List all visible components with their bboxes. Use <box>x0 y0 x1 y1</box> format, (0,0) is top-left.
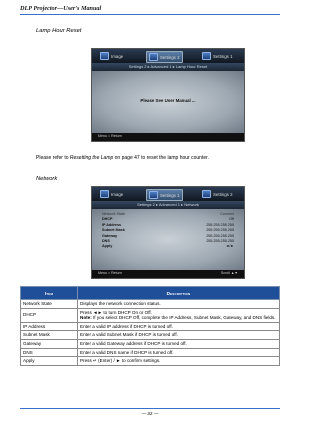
osd-tab-bar <box>92 49 244 63</box>
network-settings-table <box>20 286 280 366</box>
network-state-label: Network State <box>102 212 126 216</box>
osd-footer-left: Menu = Return <box>98 271 122 275</box>
table-row <box>21 300 280 309</box>
row-value: 255.255.255.255 <box>206 228 234 233</box>
table-row <box>21 348 280 357</box>
tab-label: Settings 2 <box>213 191 233 197</box>
tab-settings-1[interactable] <box>202 51 233 61</box>
description-cell <box>78 308 280 322</box>
description-cell: Enter a valid IP address if DHCP is turned off. <box>78 322 280 331</box>
tab-label: Image <box>111 191 124 197</box>
column-header-item: Item <box>21 287 78 300</box>
table-row <box>21 322 280 331</box>
settings-icon <box>202 190 211 198</box>
settings-icon <box>202 52 211 60</box>
description-cell: Enter a valid DNS name if DHCP is turned off. <box>78 348 280 357</box>
page-number: — 32 — <box>141 411 159 416</box>
item-cell: DNS <box>21 348 78 357</box>
tab-settings-2[interactable] <box>146 51 183 63</box>
settings-icon <box>149 191 158 199</box>
tab-settings-2[interactable] <box>202 189 233 199</box>
tab-label: Settings 2 <box>160 54 180 60</box>
note-prefix: Please refer to <box>36 155 70 161</box>
description-cell: Enter a valid Gateway address if DHCP is turned off. <box>78 339 280 348</box>
item-cell: Gateway <box>21 339 78 348</box>
item-cell: Network State <box>21 300 78 309</box>
osd-breadcrumb: Settings 2 ▸ Advanced 1 ▸ Network <box>92 201 244 209</box>
row-label: Subnet Mask <box>102 228 125 233</box>
tab-label: Settings 1 <box>213 53 233 59</box>
row-value: 255.255.255.255 <box>206 222 234 227</box>
description-cell: Press ↵ (Enter) / ► to confirm settings. <box>78 357 280 366</box>
osd-body <box>92 209 244 270</box>
manual-header-title: DLP Projector—User's Manual <box>20 5 102 12</box>
network-osd-screen <box>91 186 245 279</box>
settings-icon <box>149 53 158 61</box>
apply-row[interactable] <box>92 244 244 249</box>
row-value: ◄/► <box>225 244 234 249</box>
image-icon <box>100 52 109 60</box>
osd-footer-left: Menu = Return <box>98 134 122 138</box>
table-row <box>21 339 280 348</box>
tab-image[interactable] <box>100 189 123 199</box>
description-text: Press ◄► to turn DHCP On or Off. <box>80 309 152 315</box>
note-suffix: on page 47 to reset the lamp hour counter. <box>113 155 209 161</box>
row-value: Off <box>229 217 234 222</box>
osd-breadcrumb: Settings 2 ▸ Advanced 1 ▸ Lamp Hour Reset <box>92 63 244 71</box>
item-cell: Subnet Mask <box>21 331 78 340</box>
item-cell: Apply <box>21 357 78 366</box>
row-value: 255.255.255.255 <box>206 233 234 238</box>
row-label: DHCP <box>102 217 113 222</box>
description-cell: Displays the network connection status. <box>78 300 280 309</box>
network-heading: Network <box>36 176 58 182</box>
description-cell: Enter a valid Subnet Mask if DHCP is turned off. <box>78 331 280 340</box>
osd-footer <box>92 270 244 277</box>
image-icon <box>100 190 109 198</box>
item-cell: DHCP <box>21 308 78 322</box>
lamp-reset-osd-screen <box>91 48 245 142</box>
tab-label: Settings 1 <box>160 192 180 198</box>
lamp-reset-note <box>36 155 209 161</box>
column-header-description: Description <box>78 287 280 300</box>
footer-rule <box>20 408 280 409</box>
note-reference: Resetting the Lamp <box>69 155 114 161</box>
network-state-value: Connect <box>220 212 234 216</box>
osd-body <box>92 71 244 133</box>
row-label: Apply <box>102 244 113 249</box>
lamp-hour-reset-heading: Lamp Hour Reset <box>36 28 82 34</box>
table-row <box>21 308 280 322</box>
header-rule <box>20 14 280 15</box>
osd-footer-right: Scroll ▲▼ <box>220 271 238 275</box>
tab-settings-1[interactable] <box>146 189 183 201</box>
osd-footer <box>92 133 244 140</box>
row-label: Gateway <box>102 233 118 238</box>
osd-tab-bar <box>92 187 244 201</box>
osd-message: Please See User Manual ... <box>140 98 196 103</box>
row-label: IP Address <box>102 222 122 227</box>
tab-image[interactable] <box>100 51 123 61</box>
note-text: If you select DHCP Off, complete the IP Address, Subnet Mask, Gateway, and DNS fields. <box>91 315 276 321</box>
row-label: DNS <box>102 238 110 243</box>
item-cell: IP Address <box>21 322 78 331</box>
tab-label: Image <box>111 53 124 59</box>
row-value: 255.255.255.255 <box>206 238 234 243</box>
note-label: Note: <box>80 315 92 321</box>
table-row <box>21 357 280 366</box>
table-row <box>21 331 280 340</box>
